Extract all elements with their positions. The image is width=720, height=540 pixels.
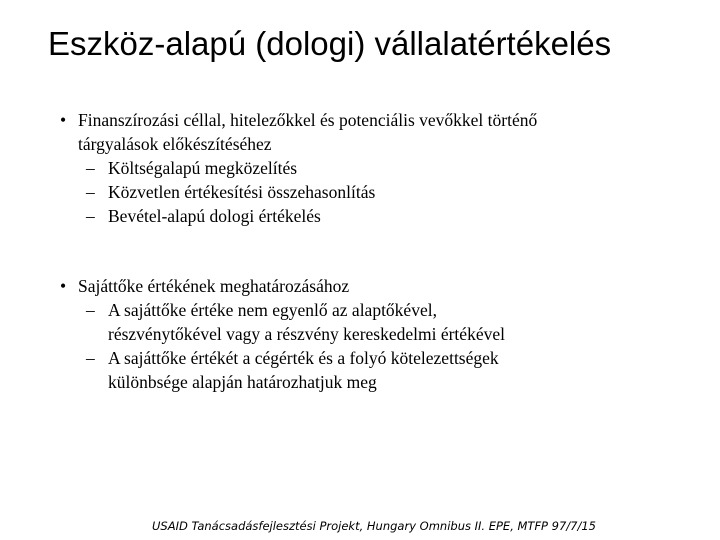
sub-item-text bbox=[108, 156, 660, 180]
bullet-block-equity bbox=[60, 274, 660, 394]
bullet-line: Sajáttőke értékének meghatározásához bbox=[78, 276, 350, 296]
sub-item-text bbox=[108, 180, 660, 204]
sub-item-text bbox=[108, 204, 660, 228]
dash-marker: – bbox=[86, 348, 95, 368]
bullet-marker: • bbox=[60, 110, 67, 130]
sub-item-text bbox=[108, 298, 660, 346]
sub-item-line: Bevétel-alapú dologi értékelés bbox=[108, 206, 321, 226]
bullet-block-financing bbox=[60, 108, 660, 228]
sub-item-line: részvénytőkével vagy a részvény kereskedelmi értékével bbox=[108, 324, 505, 344]
dash-marker: – bbox=[86, 206, 95, 226]
bullet-line: tárgyalások előkészítéséhez bbox=[78, 134, 272, 154]
sub-item bbox=[86, 156, 660, 180]
bullet-text bbox=[78, 274, 660, 298]
bullet-line: Finanszírozási céllal, hitelezőkkel és potenciális vevőkkel történő bbox=[78, 110, 538, 130]
sub-item-line: Költségalapú megközelítés bbox=[108, 158, 298, 178]
dash-marker: – bbox=[86, 300, 95, 320]
bullet-item bbox=[60, 108, 660, 156]
sub-item-line: Közvetlen értékesítési összehasonlítás bbox=[108, 182, 376, 202]
sub-item-line: A sajáttőke értékét a cégérték és a folyó kötelezettségek bbox=[108, 348, 499, 368]
slide-title: Eszköz-alapú (dologi) vállalatértékelés bbox=[48, 25, 612, 62]
dash-marker: – bbox=[86, 158, 95, 178]
sub-item bbox=[86, 204, 660, 228]
sub-item-line: A sajáttőke értéke nem egyenlő az alaptőkével, bbox=[108, 300, 437, 320]
bullet-text bbox=[78, 108, 660, 156]
sub-item bbox=[86, 180, 660, 204]
dash-marker: – bbox=[86, 182, 95, 202]
bullet-marker: • bbox=[60, 276, 67, 296]
sub-item bbox=[86, 298, 660, 346]
bullet-item bbox=[60, 274, 660, 298]
sub-item-line: különbsége alapján határozhatjuk meg bbox=[108, 372, 377, 392]
sub-item bbox=[86, 346, 660, 394]
slide-footer: USAID Tanácsadásfejlesztési Projekt, Hungary Omnibus II. EPE, MTFP 97/7/15 bbox=[152, 519, 596, 533]
sub-item-text bbox=[108, 346, 660, 394]
